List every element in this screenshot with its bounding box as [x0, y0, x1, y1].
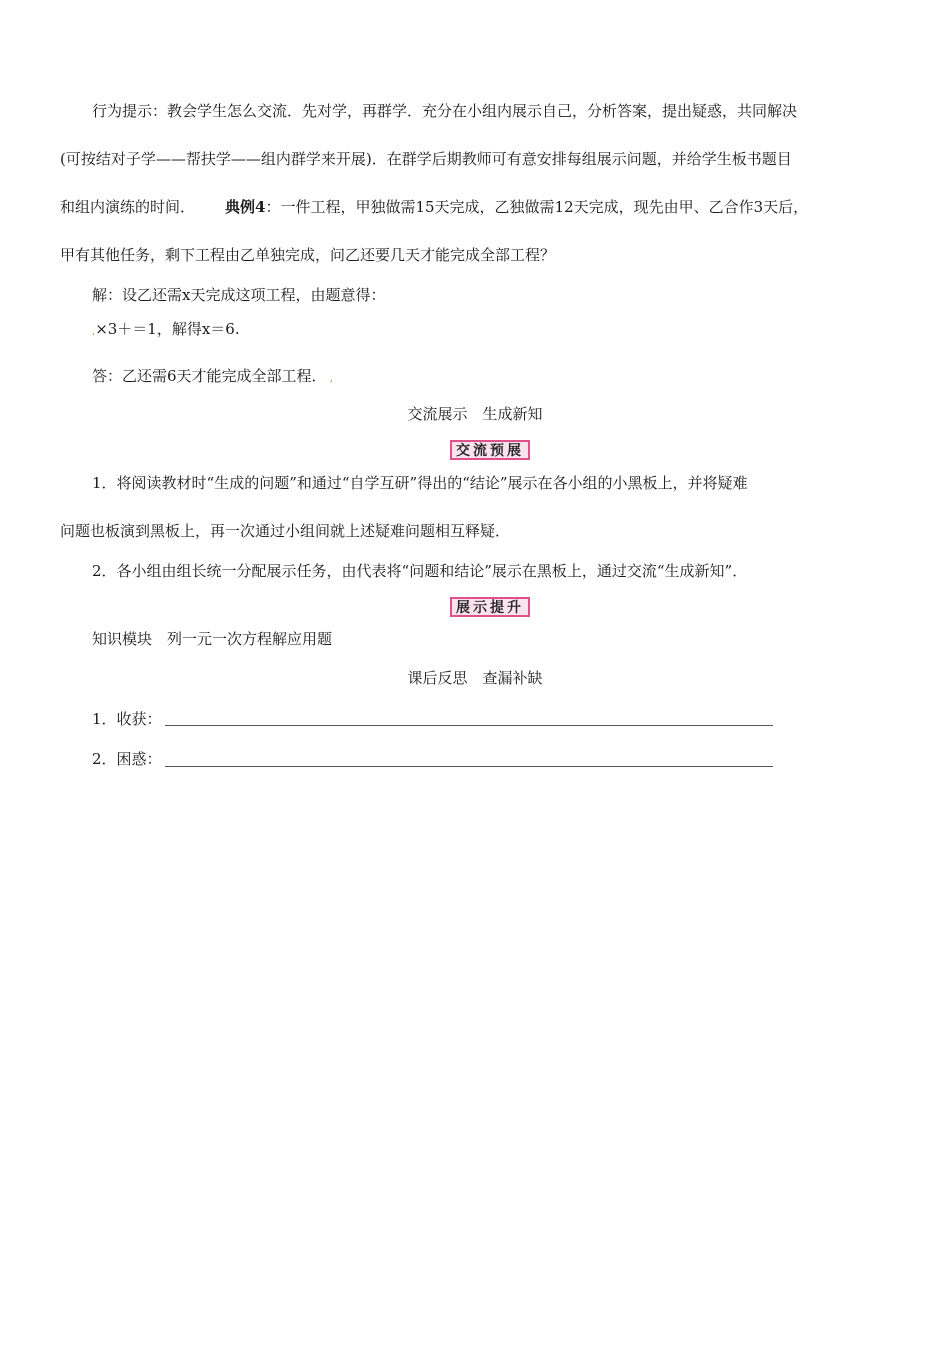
example-line-4: 甲有其他任务，剩下工程由乙单独完成，问乙还要几天才能完成全部工程？: [60, 246, 556, 264]
badge-show-improve: 展示提升: [450, 597, 530, 617]
item-1-line-2: 问题也板演到黑板上，再一次通过小组间就上述疑难问题相互释疑．: [60, 522, 511, 540]
knowledge-module: 知识模块 列一元一次方程解应用题: [92, 630, 333, 648]
solution-line-2: ,×3＋＝1，解得x＝6.: [92, 320, 240, 338]
section-title-exchange: 交流展示 生成新知: [407, 405, 543, 423]
solution-equation: ×3＋＝1，解得x＝6.: [95, 320, 240, 338]
section-title-reflection: 课后反思 查漏补缺: [407, 669, 543, 687]
reflection-confusion-label: 2．困惑：: [92, 750, 162, 768]
item-2-line: 2．各小组由组长统一分配展示任务，由代表将“问题和结论”展示在黑板上，通过交流“生成新知”．: [92, 562, 748, 580]
answer-line: 答：乙还需6天才能完成全部工程． ,: [92, 367, 333, 385]
reflection-gain-blank[interactable]: [165, 725, 773, 726]
answer-text: 答：乙还需6天才能完成全部工程．: [92, 367, 327, 385]
hint-line-1: 行为提示：教会学生怎么交流．先对学，再群学．充分在小组内展示自己，分析答案，提出疑惑，共同解决: [92, 102, 798, 120]
solution-line-1: 解：设乙还需x天完成这项工程，由题意得：: [92, 286, 386, 304]
hint-line-2: (可按结对子学——帮扶学——组内群学来开展)．在群学后期教师可有意安排每组展示问题，并给学生板书题目: [60, 150, 792, 168]
badge-exchange-preview: 交流预展: [450, 440, 530, 460]
hint-line-3: [60, 197, 808, 217]
hint-line-3-text: 和组内演练的时间．: [60, 198, 196, 216]
item-1-line-1: 1．将阅读教材时“生成的问题”和通过“自学互研”得出的“结论”展示在各小组的小黑板上，并将疑难: [92, 474, 748, 492]
reflection-confusion-blank[interactable]: [165, 766, 773, 767]
reflection-gain-label: 1．收获：: [92, 710, 162, 728]
example-label: 典例4: [225, 198, 266, 216]
example-text: ：一件工程，甲独做需15天完成，乙独做需12天完成，现先由甲、乙合作3天后，: [265, 198, 809, 216]
